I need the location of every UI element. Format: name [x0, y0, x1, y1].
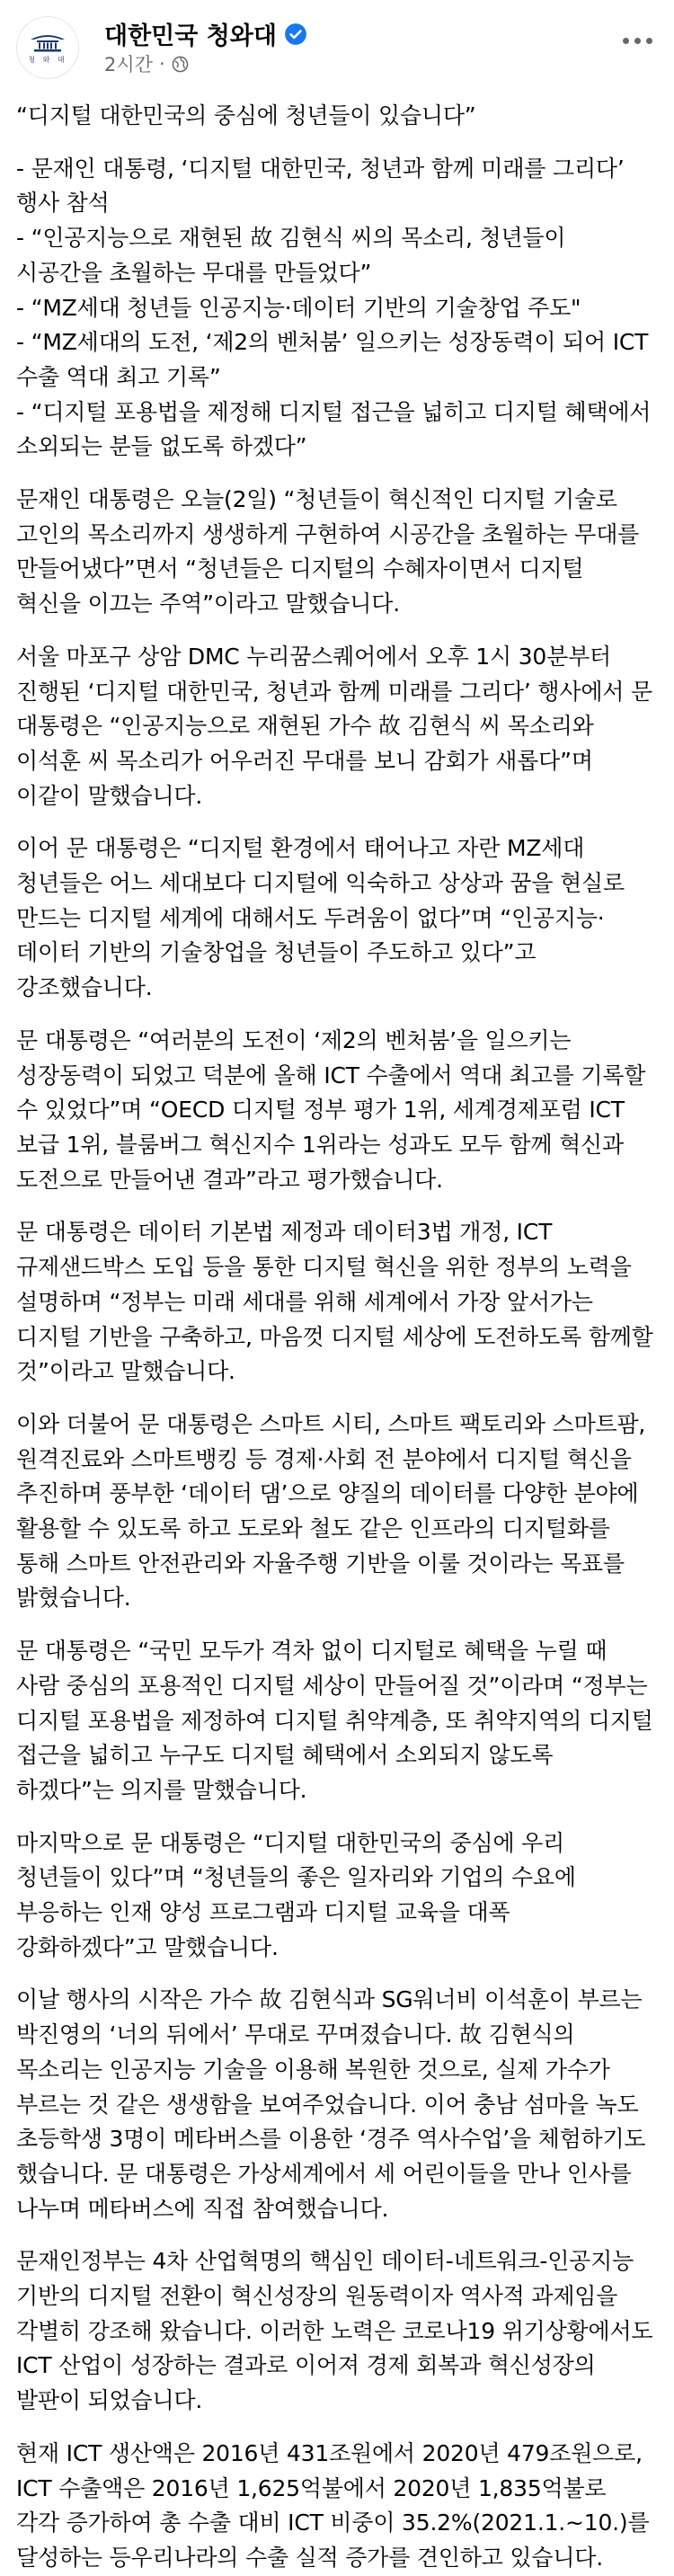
post-paragraph: 이어 문 대통령은 “디지털 환경에서 태어나고 자란 MZ세대 청년들은 어느 세대보다 디지털에 익숙하고 상상과 꿈을 현실로 만드는 디지털 세계에 대해서도 두려움이 없다”며 “인공지능·데이터 기반의 기술창업을 청년들이 주도하고 있다”고 강조했습니다.	[16, 835, 625, 1001]
blue-house-logo-icon	[29, 31, 67, 53]
post-paragraph: 서울 마포구 상암 DMC 누리꿈스퀘어에서 오후 1시 30분부터 진행된 ‘디지털 대한민국, 청년과 함께 미래를 그리다’ 행사에서 문 대통령은 “인공지능으로 재현된 가수 故 김현식 씨 목소리와 이석훈 씨 목소리가 어우러진 무대를 보니 감회가 새롭다”며 이같이 말했습니다.	[16, 643, 652, 809]
post-headline: “디지털 대한민국의 중심에 청년들이 있습니다”	[16, 102, 476, 129]
author-name[interactable]: 대한민국 청와대	[104, 22, 277, 50]
post-paragraph: 문재인정부는 4차 산업혁명의 핵심인 데이터-네트워크-인공지능 기반의 디지털 전환이 혁신성장의 원동력이자 역사적 과제임을 각별히 강조해 왔습니다. 이러한 노력은 코로나19 위기상황에서도 ICT 산업이 성장하는 결과로 이어져 경제 회복과 혁신성장의 발판이 되었습니다.	[16, 2248, 653, 2414]
more-options-icon	[623, 38, 629, 44]
post-meta	[104, 50, 189, 77]
post-summary-bullets: - 문재인 대통령, ‘디지털 대한민국, 청년과 함께 미래를 그리다’ 행사 참석 - “인공지능으로 재현된 故 김현식 씨의 목소리, 청년들이 시공간을 초월하는 무대를 만들었다” - “MZ세대 청년들 인공지능·데이터 기반의 기술창업 주도" - “MZ세대의 도전, ‘제2의 벤처붐’ 일으키는 성장동력이 되어 ICT 수출 역대 최고 기록” - “디지털 포용법을 제정해 디지털 접근을 넓히고 디지털 혜택에서 소외되는 분들 없도록 하겠다”	[16, 155, 652, 460]
author-line	[104, 16, 307, 51]
page-avatar[interactable]	[16, 16, 79, 79]
post-paragraph: 현재 ICT 생산액은 2016년 431조원에서 2020년 479조원으로, ICT 수출액은 2016년 1,625억불에서 2020년 1,835억불로 각각 증가하여 총 수출 대비 ICT 비중이 35.2%(2021.1.~10.)를 달성하는 등우리나라의 수출 실적 증가를 견인하고 있습니다.	[16, 2439, 650, 2571]
post-timestamp[interactable]: 2시간	[104, 54, 153, 76]
post-paragraph: 문 대통령은 “여러분의 도전이 ‘제2의 벤처붐’을 일으키는 성장동력이 되었고 덕분에 올해 ICT 수출에서 역대 최고를 기록할 수 있었다”며 “OECD 디지털 정부 평가 1위, 세계경제포럼 ICT 보급 1위, 블룸버그 혁신지수 1위라는 성과도 모두 함께 혁신과 도전으로 만들어낸 결과”라고 평가했습니다.	[16, 1026, 646, 1193]
meta-separator: ·	[158, 53, 165, 75]
post-body	[0, 88, 674, 2576]
globe-icon[interactable]	[172, 56, 189, 73]
more-options-button[interactable]	[616, 20, 658, 61]
post-paragraph: 문 대통령은 “국민 모두가 격차 없이 디지털로 혜택을 누릴 때 사람 중심의 포용적인 디지털 세상이 만들어질 것”이라며 “정부는 디지털 포용법을 제정하여 디지털 취약계층, 또 취약지역의 디지털 접근을 넓히고 누구도 디지털 혜택에서 소외되지 않도록 하겠다”는 의지를 말했습니다.	[16, 1638, 653, 1803]
post-paragraph: 문재인 대통령은 오늘(2일) “청년들이 혁신적인 디지털 기술로 고인의 목소리까지 생생하게 구현하여 시공간을 초월하는 무대를 만들어냈다”면서 “청년들은 디지털의 수혜자이면서 디지털 혁신을 이끄는 주역”이라고 말했습니다.	[16, 486, 640, 617]
post-paragraph: 문 대통령은 데이터 기본법 제정과 데이터3법 개정, ICT 규제샌드박스 도입 등을 통한 디지털 혁신을 위한 정부의 노력을 설명하며 “정부는 미래 세대를 위해 세계에서 가장 앞서가는 디지털 기반을 구축하고, 마음껏 디지털 세상에 도전하도록 함께할 것”이라고 말했습니다.	[16, 1219, 653, 1385]
post-paragraph: 이날 행사의 시작은 가수 故 김현식과 SG워너비 이석훈이 부르는 박진영의 ‘너의 뒤에서’ 무대로 꾸며졌습니다. 故 김현식의 목소리는 인공지능 기술을 이용해 복원한 것으로, 실제 가수가 부르는 것 같은 생생함을 보여주었습니다. 이어 충남 섬마을 녹도 초등학생 3명이 메타버스를 이용한 ‘경주 역사수업’을 체험하기도 했습니다. 문 대통령은 가상세계에서 세 어린이들을 만나 인사를 나누며 메타버스에 직접 참여했습니다.	[16, 1986, 646, 2222]
post-paragraph: 마지막으로 문 대통령은 “디지털 대한민국의 중심에 우리 청년들이 있다”며 “청년들의 좋은 일자리와 기업의 수요에 부응하는 인재 양성 프로그램과 디지털 교육을 대폭 강화하겠다”고 말했습니다.	[16, 1829, 576, 1960]
post-header	[0, 0, 674, 88]
logo-text: 청 와 대	[28, 55, 67, 64]
verified-badge-icon	[284, 22, 307, 46]
post-paragraph: 이와 더불어 문 대통령은 스마트 시티, 스마트 팩토리와 스마트팜, 원격진료와 스마트뱅킹 등 경제·사회 전 분야에서 디지털 혁신을 추진하며 풍부한 ‘데이터 댐’으로 양질의 데이터를 다양한 분야에 활용할 수 있도록 하고 도로와 철도 같은 인프라의 디지털화를 통해 스마트 안전관리와 자율주행 기반을 이룰 것이라는 목표를 밝혔습니다.	[16, 1410, 646, 1612]
